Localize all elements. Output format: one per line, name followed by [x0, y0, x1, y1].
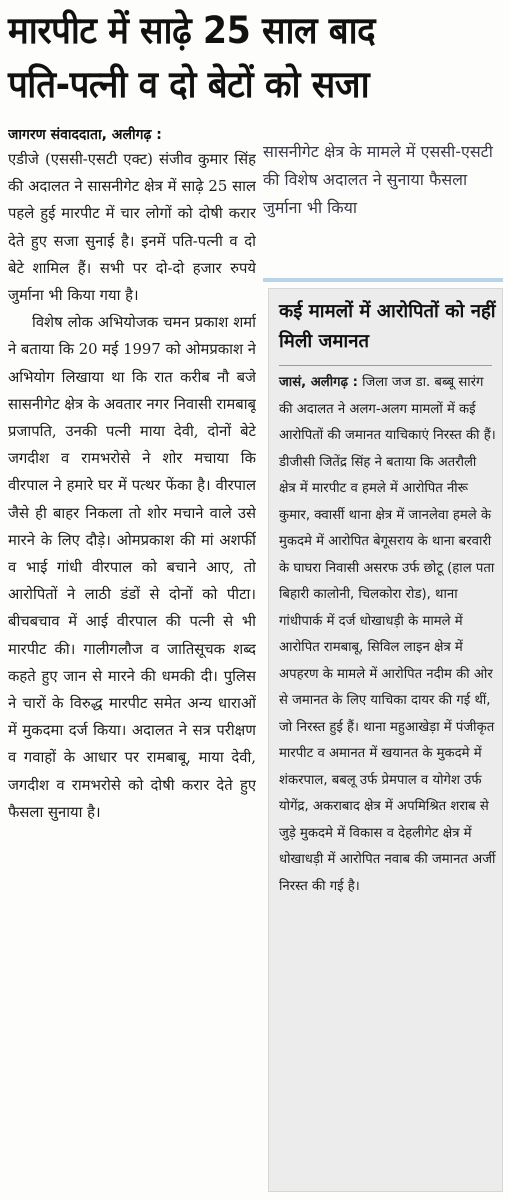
headline — [8, 4, 473, 112]
headline-line-2: पति-पत्नी व दो बेटों को सजा — [8, 63, 370, 106]
side-story-body — [269, 370, 502, 900]
side-story-text: जिला जज डा. बब्बू सारंग की अदालत ने अलग-अलग मामलों में कई आरोपितों की जमानत याचिकाएं निरस्त की हैं। डीजीसी जितेंद्र सिंह ने बताया कि अतरौली क्षेत्र में मारपीट व हमले में आरोपित नीरू कुमार, क्वार्सी थाना क्षेत्र में जानलेवा हमले के मुकदमे में आरोपित बेगूसराय के थाना बरवारी के घाघरा निवासी असरफ उर्फ छोटू (हाल पता बिहारी कालोनी, चिलकोरा रोड), थाना गांधीपार्क में दर्ज धोखाधड़ी के मामले में आरोपित रामबाबू, सिविल लाइन क्षेत्र में अपहरण के मामले में आरोपित नदीम की ओर से जमानत के लिए याचिका दायर की गई थीं, जो निरस्त हुई हैं। थाना महुआखेड़ा में पंजीकृत मारपीट व अमानत में खयानत के मुकदमे में शंकरपाल, बबलू उर्फ प्रेमपाल व योगेश उर्फ योगेंद्र, अकराबाद क्षेत्र में अपमिश्रित शराब से जुड़े मुकदमे में विकास व देहलीगेट क्षेत्र में धोखाधड़ी में आरोपित नवाब की जमानत अर्जी निरस्त की गई है। — [279, 375, 496, 894]
side-story-box — [268, 288, 503, 1192]
subheadline-rule — [263, 278, 503, 282]
headline-line-1: मारपीट में साढ़े 25 साल बाद — [8, 9, 376, 52]
main-story-dateline: जागरण संवाददाता, अलीगढ़ : — [8, 127, 162, 143]
main-story-paragraph-1: एडीजे (एससी-एसटी एक्ट) संजीव कुमार सिंह की अदालत ने सासनीगेट क्षेत्र में साढ़े 25 साल पहले हुई मारपीट में चार लोगों को दोषी करार देते हुए सजा सुनाई है। इनमें पति-पत्नी व दो बेटे शामिल हैं। सभी पर दो-दो हजार रुपये जुर्माना भी किया गया है। — [8, 151, 256, 305]
main-story-paragraph-2: विशेष लोक अभियोजक चमन प्रकाश शर्मा ने बताया कि 20 मई 1997 को ओमप्रकाश ने अभियोग लिखाया था कि रात करीब नौ बजे सासनीगेट क्षेत्र के अवतार नगर निवासी रामबाबू प्रजापति, उनकी पत्नी माया देवी, दोनों बेटे जगदीश व रामभरोसे ने शोर मचाया कि वीरपाल ने हमारे घर में पत्थर फेंका है। वीरपाल जैसे ही बाहर निकला तो शोर मचाने वाले उसे मारने के लिए दौड़े। ओमप्रकाश की मां अशर्फी व भाई गांधी वीरपाल को बचाने आए, तो आरोपितों ने लाठी डंडों से दोनों को पीटा। बीचबचाव में आई वीरपाल की पत्नी से भी मारपीट की। गालीगलौज व जातिसूचक शब्द कहते हुए जान से मारने की धमकी दी। पुलिस ने चारों के विरुद्ध मारपीट समेत अन्य धाराओं में मुकदमा दर्ज किया। अदालत ने सत्र परीक्षण व गवाहों के आधार पर रामबाबू, माया देवी, जगदीश व रामभरोसे को दोषी करार देते हुए फैसला सुनाया है। — [8, 314, 256, 821]
subheadline-block — [263, 138, 503, 222]
side-story-title: कई मामलों में आरोपितों को नहीं मिली जमानत — [279, 301, 496, 352]
subheadline: सासनीगेट क्षेत्र के मामले में एससी-एसटी की विशेष अदालत ने सुनाया फैसला जुर्माना भी किया — [263, 142, 493, 217]
side-story-divider — [279, 365, 492, 366]
side-story-dateline: जासं, अलीगढ़ : — [279, 375, 358, 390]
main-story — [8, 124, 256, 1194]
